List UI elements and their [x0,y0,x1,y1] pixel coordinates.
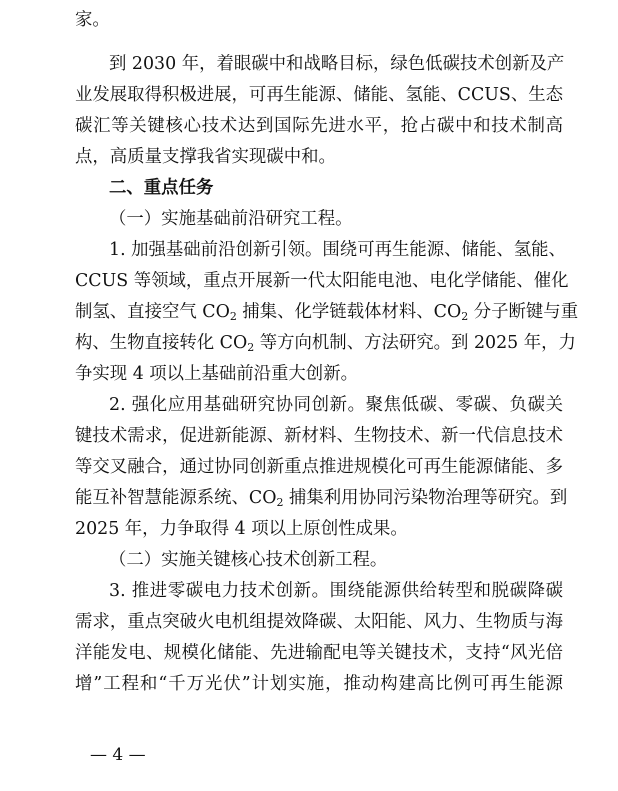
text-line: 洋能发电、规模化储能、先进输配电等关键技术，支持“风光倍 [75,643,563,663]
page-number: — 4 — [90,745,146,765]
subsection-heading: （一）实施基础前沿研究工程。 [109,209,353,229]
text-line: 制氢、直接空气 $CO_2$ 捕集、化学链载体材料、$CO_2$ 分子断键与重 [75,302,579,323]
text-line: 争实现 4 项以上基础前沿重大创新。 [75,364,358,384]
text-line: 构、生物直接转化 $CO_2$ 等方向机制、方法研究。到 2025 年，力 [75,333,576,354]
text-line: 需求，重点突破火电机组提效降碳、太阳能、风力、生物质与海 [75,612,563,632]
text-line: 键技术需求，促进新能源、新材料、生物技术、新一代信息技术 [75,426,563,446]
text-line: 能互补智慧能源系统、$CO_2$ 捕集利用协同污染物治理等研究。到 [75,488,568,509]
text-line: 增”工程和“千万光伏”计划实施，推动构建高比例可再生能源 [75,674,563,694]
text-line: 2025 年，力争取得 4 项以上原创性成果。 [75,519,408,539]
text-line: 等交叉融合，通过协同创新重点推进规模化可再生能源储能、多 [75,457,563,477]
section-heading: 二、重点任务 [109,178,214,198]
text-line: 2. 强化应用基础研究协同创新。聚焦低碳、零碳、负碳关 [109,395,563,415]
text-line: 家。 [75,10,110,30]
text-line: 碳汇等关键核心技术达到国际先进水平，抢占碳中和技术制高 [75,116,563,136]
text-line: CCUS 等领域，重点开展新一代太阳能电池、电化学储能、催化 [75,271,569,291]
subsection-heading: （二）实施关键核心技术创新工程。 [109,550,388,570]
text-line: 到 2030 年，着眼碳中和战略目标，绿色低碳技术创新及产 [109,54,565,74]
text-line: 1. 加强基础前沿创新引领。围绕可再生能源、储能、氢能、 [109,240,566,260]
text-line: 3. 推进零碳电力技术创新。围绕能源供给转型和脱碳降碳 [109,581,563,601]
text-line: 业发展取得积极进展，可再生能源、储能、氢能、CCUS、生态 [75,85,563,105]
text-line: 点，高质量支撑我省实现碳中和。 [75,147,336,167]
